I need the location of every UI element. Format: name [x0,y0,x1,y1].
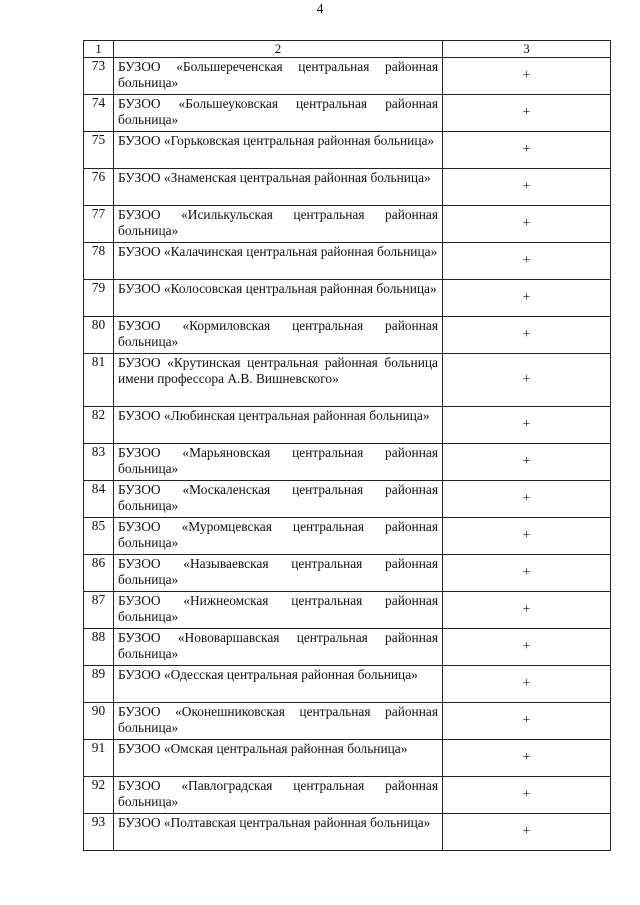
row-number: 84 [84,481,114,518]
table-row [84,169,611,206]
institution-name: БУЗОО «Марьяновская центральная районная больница» [114,444,443,481]
plus-mark: + [443,95,611,132]
institution-name: БУЗОО «Москаленская центральная районная больница» [114,481,443,518]
plus-mark: + [443,354,611,407]
plus-mark: + [443,206,611,243]
institution-name: БУЗОО «Оконешниковская центральная районная больница» [114,703,443,740]
institution-name: БУЗОО «Павлоградская центральная районная больница» [114,777,443,814]
hospital-table [83,40,611,851]
table-row [84,317,611,354]
table-row [84,481,611,518]
institution-name: БУЗОО «Одесская центральная районная больница» [114,666,443,703]
row-number: 91 [84,740,114,777]
plus-mark: + [443,169,611,206]
institution-name: БУЗОО «Называевская центральная районная больница» [114,555,443,592]
institution-name: БУЗОО «Нижнеомская центральная районная больница» [114,592,443,629]
table-row [84,132,611,169]
row-number: 92 [84,777,114,814]
row-number: 85 [84,518,114,555]
institution-name: БУЗОО «Любинская центральная районная больница» [114,407,443,444]
plus-mark: + [443,555,611,592]
row-number: 79 [84,280,114,317]
table-row [84,95,611,132]
row-number: 74 [84,95,114,132]
institution-name: БУЗОО «Горьковская центральная районная больница» [114,132,443,169]
table-row [84,280,611,317]
plus-mark: + [443,777,611,814]
table-row [84,666,611,703]
table-row [84,629,611,666]
table-header-row [84,41,611,58]
institution-name: БУЗОО «Кормиловская центральная районная больница» [114,317,443,354]
table-row [84,777,611,814]
table-row [84,518,611,555]
plus-mark: + [443,666,611,703]
plus-mark: + [443,814,611,851]
plus-mark: + [443,703,611,740]
row-number: 76 [84,169,114,206]
plus-mark: + [443,280,611,317]
table-row [84,703,611,740]
row-number: 73 [84,58,114,95]
institution-name: БУЗОО «Колосовская центральная районная больница» [114,280,443,317]
plus-mark: + [443,407,611,444]
page-number: 4 [316,2,324,17]
row-number: 78 [84,243,114,280]
table-row [84,555,611,592]
plus-mark: + [443,317,611,354]
plus-mark: + [443,243,611,280]
institution-name: БУЗОО «Муромцевская центральная районная больница» [114,518,443,555]
row-number: 77 [84,206,114,243]
institution-name: БУЗОО «Большеуковская центральная районная больница» [114,95,443,132]
row-number: 82 [84,407,114,444]
plus-mark: + [443,629,611,666]
table-row [84,58,611,95]
table-row [84,407,611,444]
table-row [84,354,611,407]
row-number: 75 [84,132,114,169]
institution-name: БУЗОО «Калачинская центральная районная больница» [114,243,443,280]
row-number: 83 [84,444,114,481]
plus-mark: + [443,481,611,518]
row-number: 81 [84,354,114,407]
plus-mark: + [443,132,611,169]
row-number: 88 [84,629,114,666]
institution-name: БУЗОО «Омская центральная районная больница» [114,740,443,777]
table-row [84,243,611,280]
row-number: 87 [84,592,114,629]
row-number: 86 [84,555,114,592]
row-number: 80 [84,317,114,354]
table-row [84,592,611,629]
institution-name: БУЗОО «Знаменская центральная районная больница» [114,169,443,206]
institution-name: БУЗОО «Большереченская центральная районная больница» [114,58,443,95]
table-row [84,740,611,777]
header-cell-3: 3 [443,41,611,58]
table-row [84,444,611,481]
header-cell-2: 2 [114,41,443,58]
institution-name: БУЗОО «Исилькульская центральная районная больница» [114,206,443,243]
plus-mark: + [443,518,611,555]
plus-mark: + [443,740,611,777]
institution-name: БУЗОО «Нововаршавская центральная районная больница» [114,629,443,666]
plus-mark: + [443,58,611,95]
plus-mark: + [443,444,611,481]
plus-mark: + [443,592,611,629]
header-cell-1: 1 [84,41,114,58]
institution-name: БУЗОО «Полтавская центральная районная больница» [114,814,443,851]
table-row [84,206,611,243]
row-number: 93 [84,814,114,851]
row-number: 90 [84,703,114,740]
table-row [84,814,611,851]
row-number: 89 [84,666,114,703]
institution-name: БУЗОО «Крутинская центральная районная больница имени профессора А.В. Вишневского» [114,354,443,407]
